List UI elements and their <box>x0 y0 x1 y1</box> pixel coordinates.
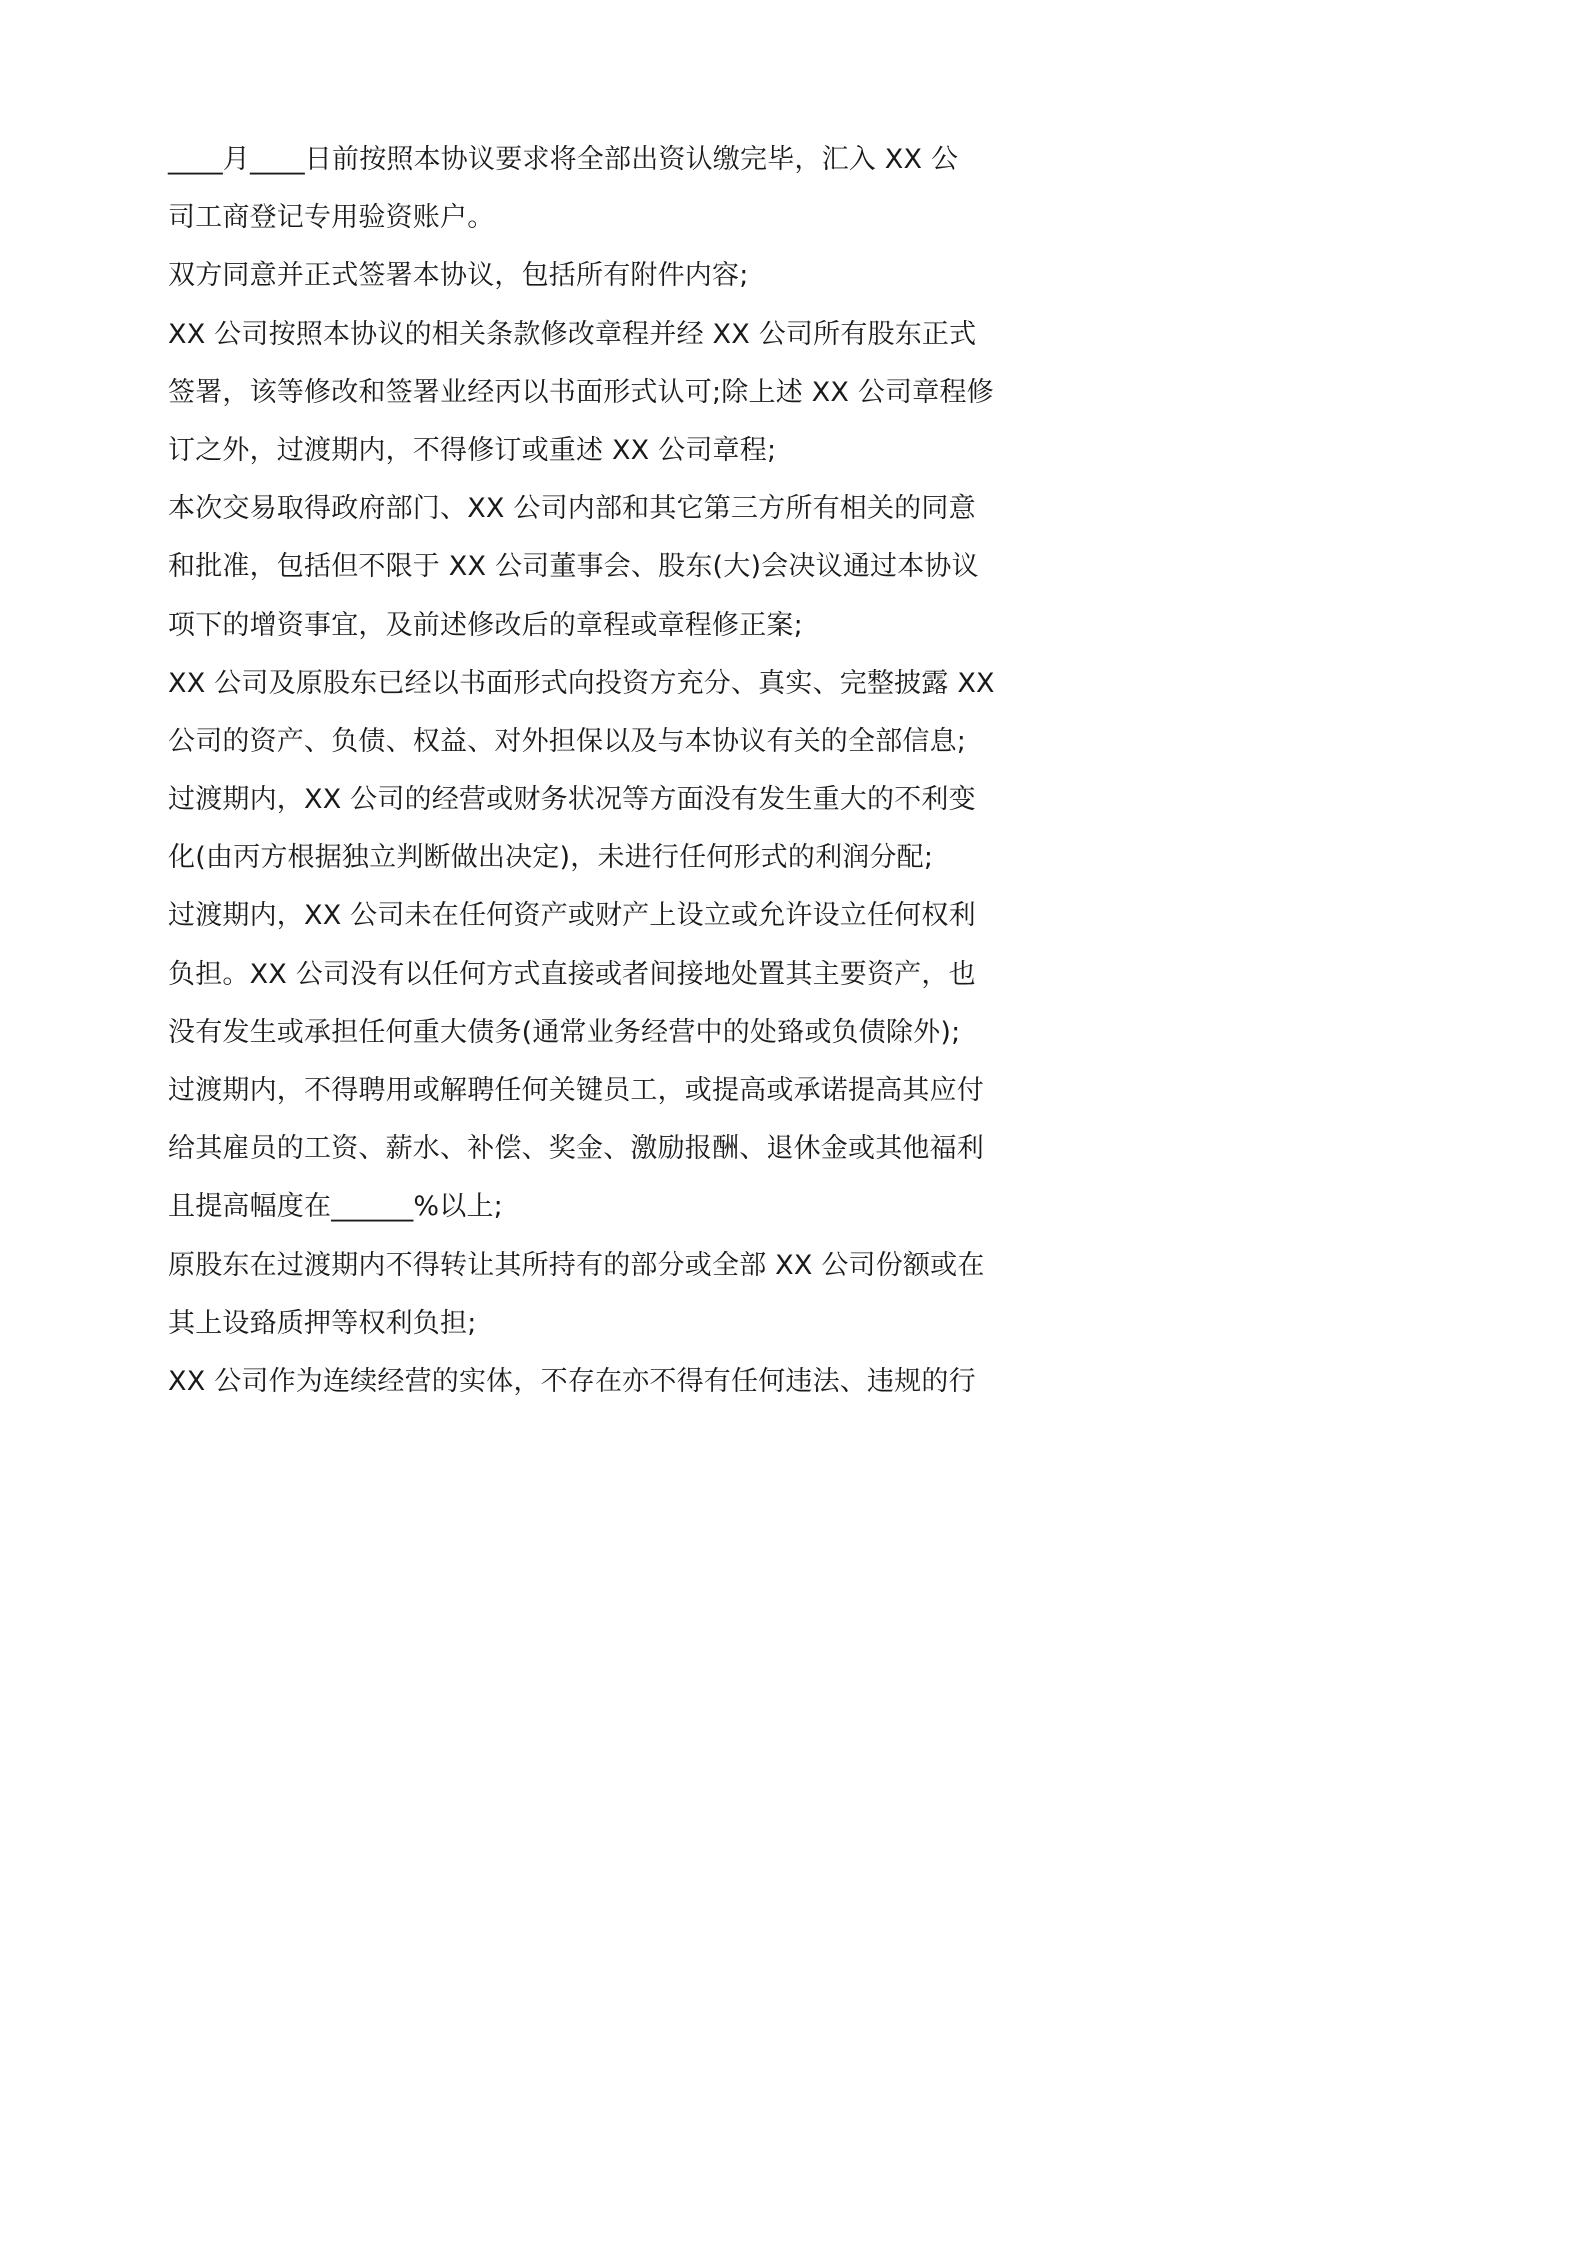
document-body <box>168 138 995 1418</box>
text-line: 且提高幅度在______%以上; <box>168 1191 503 1223</box>
text-line: XX 公司作为连续经营的实体，不存在亦不得有任何违法、违规的行 <box>168 1365 976 1397</box>
text-line: 原股东在过渡期内不得转让其所持有的部分或全部 XX 公司份额或在 <box>168 1249 985 1281</box>
text-line: 和批准，包括但不限于 XX 公司董事会、股东(大)会决议通过本协议 <box>168 551 979 583</box>
text-line: 公司的资产、负债、权益、对外担保以及与本协议有关的全部信息; <box>168 725 967 757</box>
text-line: 司工商登记专用验资账户。 <box>168 202 495 234</box>
text-line: 过渡期内，XX 公司未在任何资产或财产上设立或允许设立任何权利 <box>168 900 976 932</box>
text-line: 其上设臵质押等权利负担; <box>168 1307 477 1339</box>
text-line: 双方同意并正式签署本协议，包括所有附件内容; <box>168 260 749 292</box>
text-line: 给其雇员的工资、薪水、补偿、奖金、激励报酬、退休金或其他福利 <box>168 1133 984 1165</box>
text-line: 过渡期内，XX 公司的经营或财务状况等方面没有发生重大的不利变 <box>168 784 976 816</box>
document-page <box>0 0 1100 1556</box>
text-line: XX 公司及原股东已经以书面形式向投资方充分、真实、完整披露 XX <box>168 667 995 699</box>
text-line: 负担。XX 公司没有以任何方式直接或者间接地处置其主要资产，也 <box>168 958 976 990</box>
text-line: 化(由丙方根据独立判断做出决定)，未进行任何形式的利润分配; <box>168 842 934 874</box>
text-line: ____月____日前按照本协议要求将全部出资认缴完毕，汇入 XX 公 <box>168 144 959 175</box>
text-line: 项下的增资事宜，及前述修改后的章程或章程修正案; <box>168 609 803 641</box>
text-line: XX 公司按照本协议的相关条款修改章程并经 XX 公司所有股东正式 <box>168 318 977 350</box>
text-line: 本次交易取得政府部门、XX 公司内部和其它第三方所有相关的同意 <box>168 493 976 525</box>
text-line: 没有发生或承担任何重大债务(通常业务经营中的处臵或负债除外); <box>168 1016 961 1048</box>
text-line: 过渡期内，不得聘用或解聘任何关键员工，或提高或承诺提高其应付 <box>168 1075 984 1106</box>
text-line: 签署，该等修改和签署业经丙以书面形式认可;除上述 XX 公司章程修 <box>168 376 994 408</box>
text-line: 订之外，过渡期内，不得修订或重述 XX 公司章程; <box>168 434 777 466</box>
